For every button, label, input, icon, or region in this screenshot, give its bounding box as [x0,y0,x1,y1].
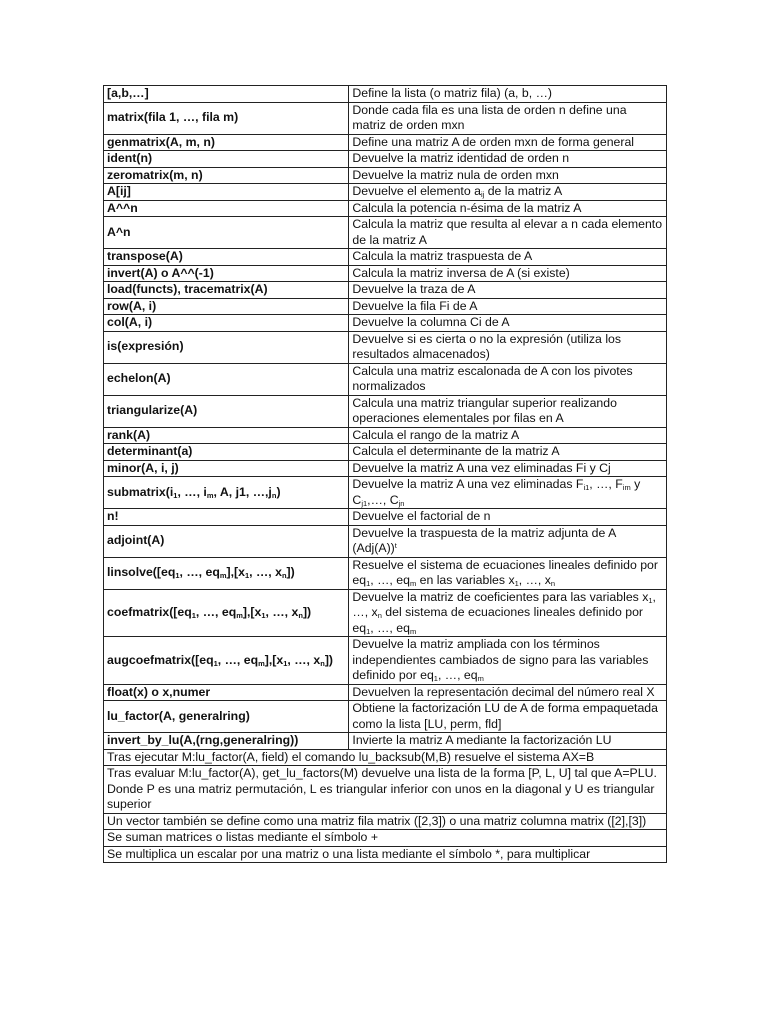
subscript: 1 [261,611,266,620]
command-cell [104,167,349,184]
description-cell [349,102,667,134]
table-row [104,363,667,395]
text-run: Devuelve la columna Ci de A [352,315,510,329]
command-cell [104,444,349,461]
subscript: 1 [213,658,218,668]
text-run: A^n [107,224,131,239]
text-run: adjoint(A) [107,533,165,548]
description-cell [349,282,667,299]
table-row [104,395,667,427]
description-cell [349,134,667,151]
table-row [104,733,667,750]
description-cell [349,733,667,750]
table-row [104,701,667,733]
description-cell [349,184,667,201]
description-cell [349,701,667,733]
text-run: row(A, i) [107,298,157,313]
command-cell [104,331,349,363]
text-run: , …, eq [179,565,220,580]
text-run: ],[x [226,565,245,580]
table-row [104,184,667,201]
command-cell [104,525,349,557]
description-cell [349,509,667,526]
subscript: jn [398,498,405,508]
text-run: ,…, C [367,492,399,507]
table-row [104,282,667,299]
table-row [104,509,667,526]
table-row [104,265,667,282]
text-run: float(x) o x,numer [107,684,211,699]
command-cell [104,151,349,168]
text-run: A^^n [107,200,138,215]
text-run: genmatrix(A, m, n) [107,134,215,149]
text-run: Devuelve la matriz identidad de orden n [352,151,570,165]
description-cell [349,265,667,282]
table-row [104,557,667,589]
subscript: 1 [173,490,178,500]
subscript: n [377,611,382,620]
text-run: Devuelve la traza de A [352,282,476,296]
text-run: , …, eq [195,605,237,619]
subscript: n [550,579,556,588]
text-run: Calcula la matriz que resulta al elevar a n cada elemento de la matriz A [352,217,663,247]
text-run: augcoefmatrix([eq [107,652,214,667]
note-row [104,830,667,847]
description-cell [349,167,667,184]
text-run: echelon(A) [107,371,171,386]
command-cell [104,265,349,282]
description-cell [349,684,667,701]
text-run: , …, x [287,652,321,667]
command-cell [104,249,349,266]
text-run: Donde cada fila es una lista de orden n define una matriz de orden mxn [352,102,627,132]
table-row [104,589,667,637]
text-run: , …, x [249,565,282,580]
command-cell [104,733,349,750]
text-run: ]) [324,652,334,667]
description-cell [349,249,667,266]
subscript: 1 [191,611,196,620]
note-cell: Tras ejecutar M:lu_factor(A, field) el comando lu_backsub(M,B) resuelve el sistema AX=B [104,749,667,766]
note-row [104,766,667,814]
note-cell: Se suman matrices o listas mediante el símbolo + [104,830,667,847]
text-run: , …, eq [437,668,478,682]
command-cell [104,184,349,201]
text-run: , …, x [352,589,656,619]
subscript: 1 [283,658,288,668]
command-cell [104,684,349,701]
description-cell [349,331,667,363]
subscript: ij [480,190,485,199]
description-cell [349,200,667,217]
command-cell [104,589,349,637]
text-run: rank(A) [107,427,151,442]
description-cell [349,444,667,461]
description-cell [349,363,667,395]
note-cell: Un vector también se define como una matriz fila matrix ([2,3]) o una matriz columna matrix ([2],[3]) [104,813,667,830]
table-row [104,427,667,444]
text-run: Devuelve la fila Fi de A [352,298,478,313]
text-run: Devuelve la matriz A una vez eliminadas F [352,477,584,491]
description-cell [349,298,667,315]
description-cell [349,557,667,589]
text-run: y C [352,477,641,507]
text-run: linsolve([eq [107,565,176,580]
text-run: matrix(fila 1, …, fila m) [107,110,239,125]
subscript: 1 [366,626,371,636]
text-run: n! [107,509,119,523]
subscript: m [236,611,243,620]
description-cell [349,525,667,557]
table-row [104,134,667,151]
subscript: 1 [648,595,653,605]
subscript: 1 [514,579,519,588]
note-row [104,749,667,766]
command-cell [104,557,349,589]
description-cell [349,637,667,685]
table-row [104,298,667,315]
text-run: is(expresión) [107,339,184,354]
text-run: Calcula la matriz traspuesta de A [352,249,533,263]
text-run: ]) [302,605,312,619]
text-run: submatrix(i [107,484,174,499]
text-run: Devuelve la matriz nula de orden mxn [352,167,559,182]
text-run: Devuelve la traspuesta de la matriz adjunta de A (Adj(A)) [352,525,616,555]
table-row [104,102,667,134]
text-run: Define una matriz A de orden mxn de forma general [352,134,635,149]
text-run: determinant(a) [107,444,193,458]
text-run: invert(A) o A^^(-1) [107,265,214,280]
text-run: Devuelve la matriz de coeficientes para las variables x [352,589,649,604]
text-run: Devuelve el factorial de n [352,509,491,523]
note-row [104,846,667,863]
text-run: Calcula el determinante de la matriz A [352,444,560,458]
command-cell [104,477,349,509]
text-run: ]) [286,565,295,580]
matrix-commands-table [103,85,667,863]
subscript: n [320,658,325,668]
description-cell [349,315,667,332]
subscript: 1 [433,674,438,683]
text-run: zeromatrix(m, n) [107,167,203,182]
table-row [104,477,667,509]
description-cell [349,589,667,637]
text-run: Devuelve la matriz ampliada con los términos independientes cambiados de signo para las variables definido por eq [352,637,649,682]
command-cell [104,427,349,444]
note-cell: Se multiplica un escalar por una matriz o una lista mediante el símbolo *, para multiplicar [104,846,667,863]
command-cell [104,460,349,477]
text-run: , …, F [589,477,623,491]
table-row [104,167,667,184]
text-run: ident(n) [107,151,153,165]
table-row [104,249,667,266]
text-run: Calcula el rango de la matriz A [352,427,520,442]
subscript: j1 [361,498,368,508]
subscript: m [206,490,214,500]
command-cell [104,102,349,134]
command-cell [104,637,349,685]
text-run: del sistema de ecuaciones lineales definido por eq [352,605,644,635]
subscript: 1 [175,571,180,581]
table-row [104,525,667,557]
text-run: Resuelve el sistema de ecuaciones lineales definido por eq [352,557,658,587]
reference-document [103,85,667,863]
text-run: Devuelven la representación decimal del número real X [352,684,655,699]
table-row [104,444,667,461]
note-row [104,813,667,830]
subscript: m [409,579,417,588]
description-cell [349,395,667,427]
table-row [104,86,667,103]
text-run: coefmatrix([eq [107,605,192,619]
table-row [104,217,667,249]
subscript: im [622,483,631,492]
text-run: , …, eq [370,573,410,587]
text-run: minor(A, i, j) [107,460,179,475]
text-run: Calcula la matriz inversa de A (si existe) [352,265,570,280]
text-run: de la matriz A [484,184,563,198]
subscript: 1 [366,579,371,588]
description-cell [349,427,667,444]
superscript: t [394,541,397,550]
command-cell [104,509,349,526]
text-run: en las variables x [416,573,515,587]
text-run: Devuelve la matriz A una vez eliminadas Fi y Cj [352,460,611,475]
text-run: invert_by_lu(A,(rng,generalring)) [107,733,299,747]
subscript: 1 [244,571,250,581]
text-run: Devuelve el elemento a [352,184,481,198]
command-cell [104,134,349,151]
command-cell [104,363,349,395]
text-run: Define la lista (o matriz fila) (a, b, …) [352,86,552,100]
table-row [104,200,667,217]
text-run: Invierte la matriz A mediante la factorización LU [352,733,612,747]
subscript: n [281,571,287,581]
subscript: n [298,611,303,620]
text-run: , …, x [265,605,299,619]
command-cell [104,395,349,427]
command-cell [104,217,349,249]
command-cell [104,86,349,103]
text-run: A[ij] [107,184,131,198]
command-cell [104,315,349,332]
description-cell [349,217,667,249]
description-cell [349,460,667,477]
command-cell [104,701,349,733]
table-row [104,151,667,168]
command-cell [104,298,349,315]
command-cell [104,200,349,217]
table-row [104,331,667,363]
text-run: ],[x [264,652,284,667]
text-run: Devuelve si es cierta o no la expresión (utiliza los resultados almacenados) [352,331,622,361]
text-run: triangularize(A) [107,403,198,418]
text-run: Obtiene la factorización LU de A de forma empaquetada como la lista [LU, perm, fld] [352,701,658,731]
description-cell [349,151,667,168]
subscript: m [477,674,484,683]
description-cell [349,86,667,103]
text-run: ],[x [242,605,262,619]
text-run: , A, j1, …,j [213,484,272,499]
text-run: col(A, i) [107,315,153,329]
text-run: , …, x [518,573,551,587]
table-row [104,684,667,701]
subscript: m [219,571,227,581]
table-row [104,315,667,332]
text-run: , …, i [177,484,207,499]
table-row [104,460,667,477]
text-run: , …, eq [370,620,410,635]
text-run: lu_factor(A, generalring) [107,708,250,723]
command-cell [104,282,349,299]
description-cell [349,477,667,509]
subscript: i1 [583,483,590,492]
subscript: m [258,658,265,668]
subscript: m [409,626,417,636]
table-body [104,86,667,863]
text-run: Calcula la potencia n-ésima de la matriz A [352,200,582,215]
text-run: load(functs), tracematrix(A) [107,282,268,296]
subscript: n [271,490,277,500]
table-row [104,637,667,685]
text-run: Calcula una matriz escalonada de A con los pivotes normalizados [352,363,633,393]
text-run: Calcula una matriz triangular superior realizando operaciones elementales por filas en A [352,395,617,425]
note-cell: Tras evaluar M:lu_factor(A), get_lu_factors(M) devuelve una lista de la forma [P, L, U] tal que A=PLU. Donde P es una matriz permutación, L es triangular inferior con unos en la diagonal y U es triangular superior [104,766,667,814]
text-run: ) [276,484,281,499]
text-run: , …, eq [217,652,259,667]
text-run: transpose(A) [107,249,183,263]
text-run: [a,b,…] [107,86,149,100]
